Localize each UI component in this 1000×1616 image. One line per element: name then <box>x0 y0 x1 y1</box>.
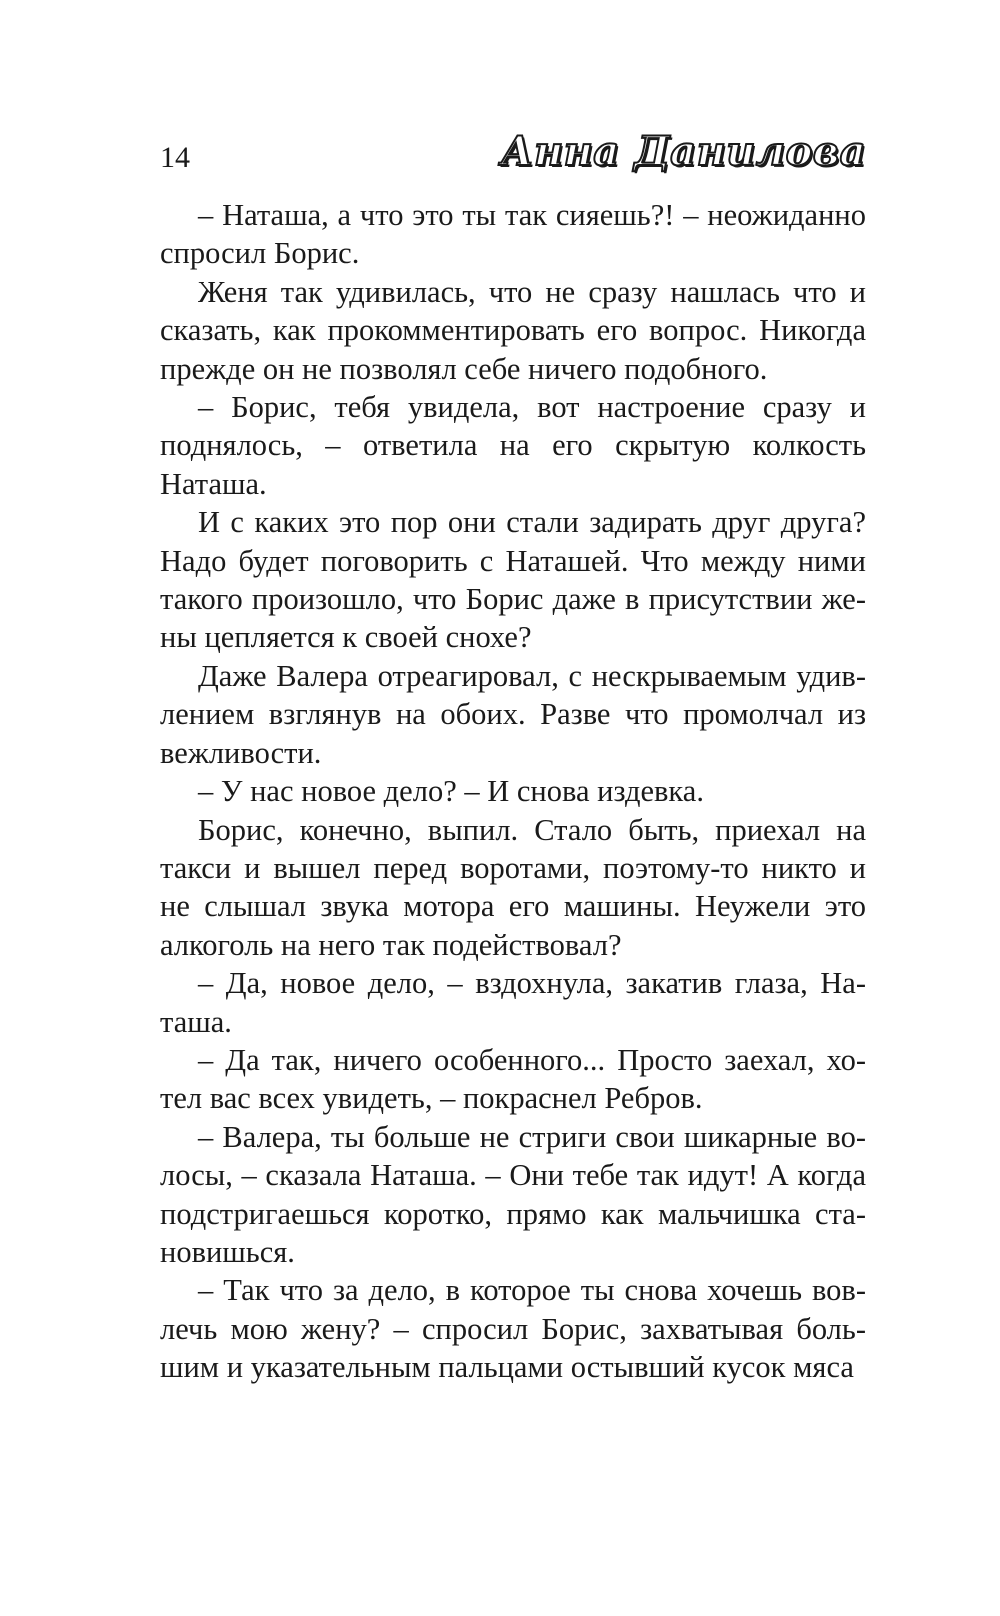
paragraph: – Да, новое дело, – вздохнула, закатив глаза, Наташа. <box>160 966 866 1039</box>
paragraph: Даже Валера отреагировал, с нескрываемым удивлением взглянув на обоих. Разве что промолчал из вежливости. <box>160 658 866 770</box>
running-head <box>160 126 866 186</box>
paragraph: Женя так удивилась, что не сразу нашлась что и сказать, как прокомментировать его вопрос. Никогда прежде он не позволял себе ничего подобного. <box>160 274 866 386</box>
paragraph: – У нас новое дело? – И снова издевка. <box>198 774 704 809</box>
paragraph: – Так что за дело, в которое ты снова хочешь вовлечь мою жену? – спросил Борис, захватывая большим и указательным пальцами остывший кусок мяса <box>160 1273 866 1385</box>
body-text <box>160 196 866 1387</box>
paragraph: – Борис, тебя увидела, вот настроение сразу и поднялось, – ответила на его скрытую колкость Наташа. <box>160 390 866 501</box>
paragraph: Борис, конечно, выпил. Стало быть, приехал на такси и вышел перед воротами, поэтому-то никто и не слышал звука мотора его машины. Неужели это алкоголь на него так подействовал? <box>160 812 866 962</box>
paragraph: – Да так, ничего особенного... Просто заехал, хотел вас всех увидеть, – покраснел Ребров. <box>160 1042 866 1116</box>
paragraph: – Валера, ты больше не стриги свои шикарные волосы, – сказала Наташа. – Они тебе так идут! А когда подстригаешься коротко, прямо как мальчишка становишься. <box>160 1119 866 1269</box>
page-number: 14 <box>160 141 190 174</box>
paragraph: – Наташа, а что это ты так сияешь?! – неожиданно спросил Борис. <box>160 198 866 271</box>
author-name-logo: Анна Данилова <box>500 128 866 175</box>
paragraph: И с каких это пор они стали задирать друг друга? Надо будет поговорить с Наташей. Что между ними такого произошло, что Борис даже в присутствии жены цепляется к своей снохе? <box>160 505 866 655</box>
